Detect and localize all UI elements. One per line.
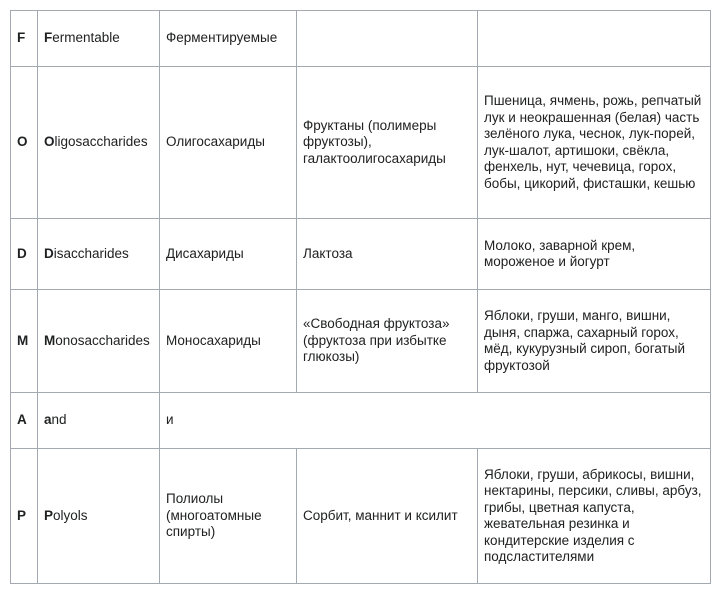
sources-cell: Фруктаны (полимеры фруктозы), галактоолигосахариды <box>297 67 478 219</box>
table-row-d <box>11 219 711 290</box>
sources-cell <box>297 11 478 67</box>
fodmap-table <box>10 10 711 584</box>
term-rest: nd <box>51 412 67 428</box>
english-term <box>38 449 160 584</box>
acronym-letter: M <box>11 290 38 393</box>
term-initial: D <box>44 245 54 261</box>
table-row-p <box>11 449 711 584</box>
acronym-letter: F <box>11 11 38 67</box>
term-initial: O <box>44 134 55 150</box>
english-term <box>38 67 160 219</box>
table-row-o <box>11 67 711 219</box>
term-rest: ermentable <box>52 30 120 46</box>
russian-term: Ферментируемые <box>160 11 297 67</box>
foods-cell <box>478 11 711 67</box>
foods-cell: Молоко, заварной крем, мороженое и йогурт <box>478 219 711 290</box>
term-rest: onosaccharides <box>55 332 150 348</box>
acronym-letter: O <box>11 67 38 219</box>
russian-term: и <box>160 393 711 449</box>
term-initial: F <box>44 30 53 46</box>
table-row-f <box>11 11 711 67</box>
term-rest: ligosaccharides <box>54 134 148 150</box>
foods-cell: Пшеница, ячмень, рожь, репчатый лук и неокрашенная (белая) часть зелёного лука, чеснок, лук-порей, лук-шалот, артишоки, свёкла, фенхель, нут, чечевица, горох, бобы, цикорий, фисташки, кешью <box>478 67 711 219</box>
term-rest: isaccharides <box>53 245 129 261</box>
english-term <box>38 219 160 290</box>
acronym-letter: A <box>11 393 38 449</box>
russian-term: Полиолы (многоатомные спирты) <box>160 449 297 584</box>
russian-term: Дисахариды <box>160 219 297 290</box>
sources-cell: Сорбит, маннит и ксилит <box>297 449 478 584</box>
term-initial: M <box>44 332 56 348</box>
acronym-letter: P <box>11 449 38 584</box>
russian-term: Моносахариды <box>160 290 297 393</box>
foods-cell: Яблоки, груши, абрикосы, вишни, нектарины, персики, сливы, арбуз, грибы, цветная капуста, жевательная резинка и кондитерские изделия с подсластителями <box>478 449 711 584</box>
english-term <box>38 290 160 393</box>
sources-cell: «Свободная фруктоза» (фруктоза при избытке глюкозы) <box>297 290 478 393</box>
table-row-a <box>11 393 711 449</box>
english-term <box>38 393 160 449</box>
english-term <box>38 11 160 67</box>
foods-cell: Яблоки, груши, манго, вишни, дыня, спаржа, сахарный горох, мёд, кукурузный сироп, богатый фруктозой <box>478 290 711 393</box>
sources-cell: Лактоза <box>297 219 478 290</box>
term-initial: a <box>44 412 52 428</box>
table-row-m <box>11 290 711 393</box>
term-rest: olyols <box>53 507 88 523</box>
acronym-letter: D <box>11 219 38 290</box>
term-initial: P <box>44 507 54 523</box>
russian-term: Олигосахариды <box>160 67 297 219</box>
